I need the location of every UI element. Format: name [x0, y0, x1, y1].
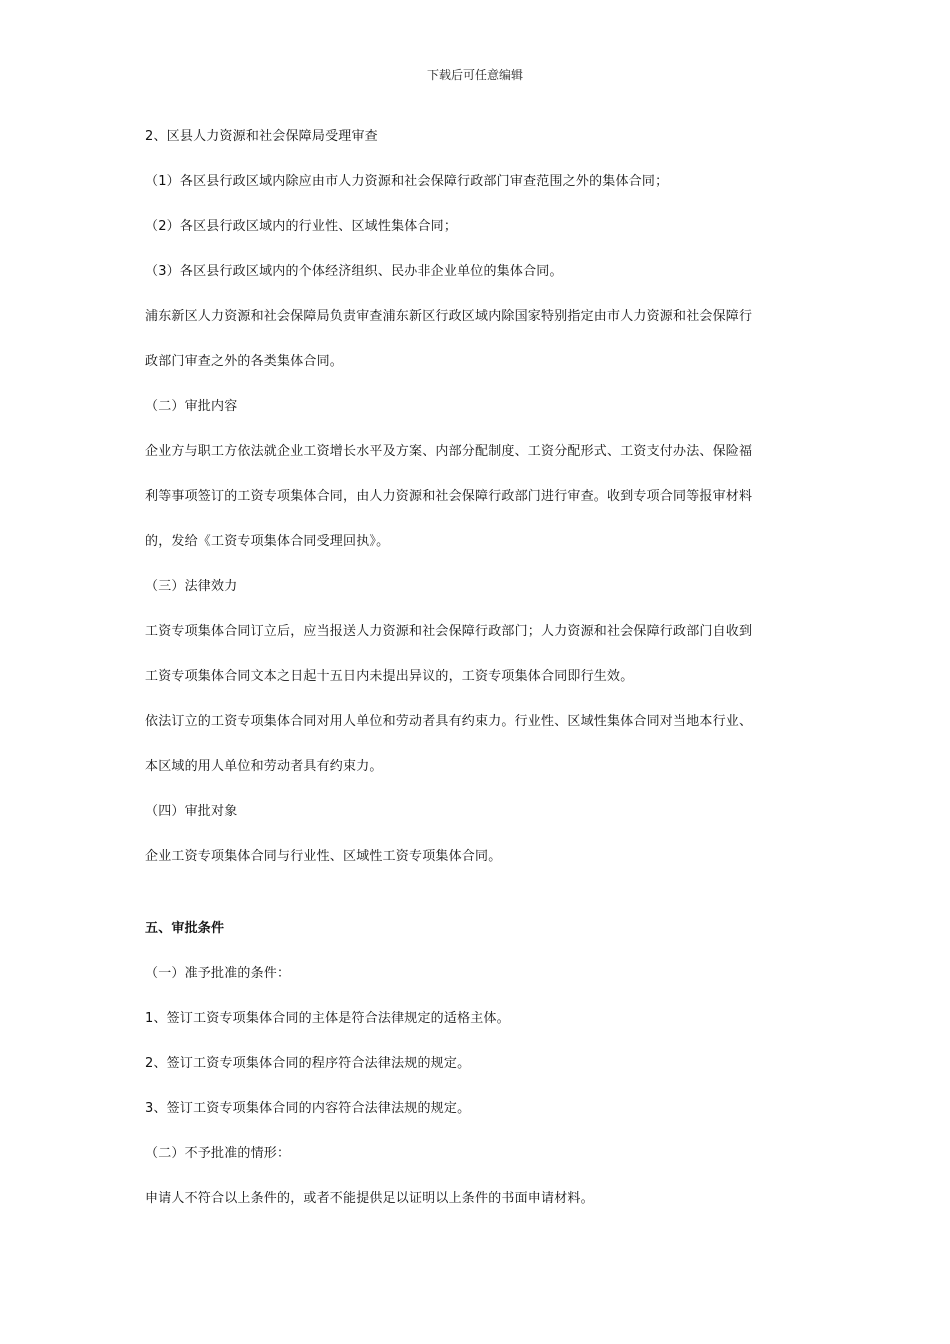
section-subheading: （二）不予批准的情形： — [145, 1146, 291, 1161]
paragraph-line: 企业工资专项集体合同与行业性、区域性工资专项集体合同。 — [145, 849, 502, 864]
paragraph-line: 的，发给《工资专项集体合同受理回执》。 — [145, 534, 390, 549]
paragraph-line: 1、签订工资专项集体合同的主体是符合法律规定的适格主体。 — [145, 1011, 510, 1026]
paragraph-line: （1）各区县行政区域内除应由市人力资源和社会保障行政部门审查范围之外的集体合同； — [145, 174, 669, 189]
paragraph-line: 工资专项集体合同文本之日起十五日内未提出异议的，工资专项集体合同即行生效。 — [145, 669, 634, 684]
section-subheading: （一）准予批准的条件： — [145, 966, 291, 981]
paragraph-line: 浦东新区人力资源和社会保障局负责审查浦东新区行政区域内除国家特别指定由市人力资源和社会保障行 — [145, 309, 753, 324]
paragraph-line: （2）各区县行政区域内的行业性、区域性集体合同； — [145, 219, 458, 234]
page-header-note: 下载后可任意编辑 — [426, 68, 523, 82]
section-subheading: （三）法律效力 — [145, 579, 238, 594]
paragraph-line: 本区域的用人单位和劳动者具有约束力。 — [145, 759, 383, 774]
section-subheading: （四）审批对象 — [145, 804, 238, 819]
paragraph-line: （3）各区县行政区域内的个体经济组织、民办非企业单位的集体合同。 — [145, 264, 563, 279]
paragraph-line: 3、签订工资专项集体合同的内容符合法律法规的规定。 — [145, 1101, 471, 1116]
paragraph-line: 2、区县人力资源和社会保障局受理审查 — [145, 129, 378, 144]
paragraph-line: 申请人不符合以上条件的，或者不能提供足以证明以上条件的书面申请材料。 — [145, 1191, 594, 1206]
paragraph-line: 企业方与职工方依法就企业工资增长水平及方案、内部分配制度、工资分配形式、工资支付办法、保险福 — [145, 444, 753, 459]
paragraph-line: 依法订立的工资专项集体合同对用人单位和劳动者具有约束力。行业性、区域性集体合同对当地本行业、 — [145, 714, 753, 729]
paragraph-line: 工资专项集体合同订立后，应当报送人力资源和社会保障行政部门；人力资源和社会保障行政部门自收到 — [145, 624, 753, 639]
paragraph-line: 政部门审查之外的各类集体合同。 — [145, 354, 344, 369]
paragraph-line: 利等事项签订的工资专项集体合同，由人力资源和社会保障行政部门进行审查。收到专项合同等报审材料 — [145, 489, 753, 504]
section-heading: 五、审批条件 — [145, 921, 225, 936]
section-subheading: （二）审批内容 — [145, 399, 238, 414]
paragraph-line: 2、签订工资专项集体合同的程序符合法律法规的规定。 — [145, 1056, 471, 1071]
